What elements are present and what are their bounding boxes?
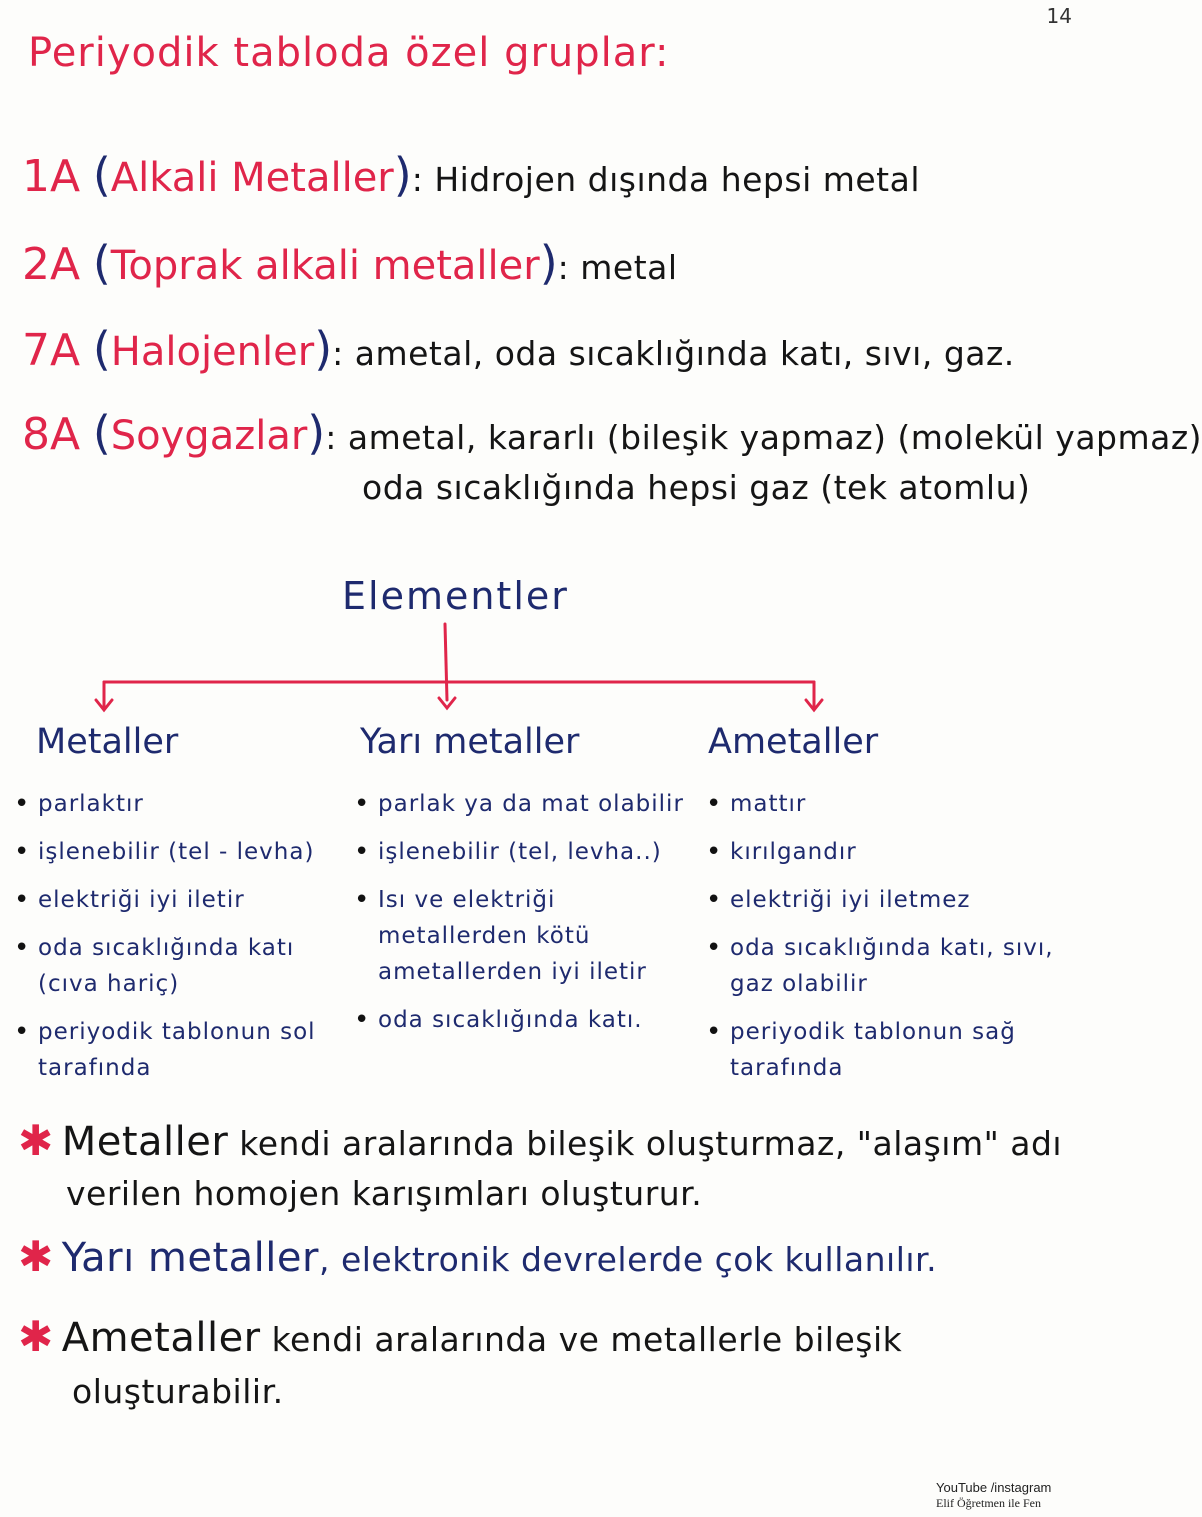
note-text: kendi aralarında bileşik oluşturmaz, "alaşım" adı: [228, 1124, 1063, 1163]
list-item: • oda sıcaklığında katı.: [348, 1002, 688, 1038]
group-code: 7A: [22, 325, 81, 376]
group-name: Toprak alkali metaller: [110, 243, 540, 289]
column-title-metaller: Metaller: [36, 722, 179, 762]
group-description: : metal: [557, 248, 678, 287]
list-item: • kırılgandır: [700, 834, 1070, 870]
group-description-continued: oda sıcaklığında hepsi gaz (tek atomlu): [362, 468, 1031, 507]
credit-author: Elif Öğretmen ile Fen: [936, 1496, 1041, 1510]
list-item: • periyodik tablonun sol tarafında: [8, 1014, 328, 1086]
open-paren: (: [92, 236, 111, 290]
tree-root-label: Elementler: [342, 574, 569, 618]
open-paren: (: [92, 322, 111, 376]
list-item: • Isı ve elektriği metallerden kötü ametallerden iyi iletir: [348, 882, 688, 990]
page-number: 14: [1046, 4, 1072, 28]
note-yari-metaller: [18, 1232, 937, 1281]
semimetal-properties-list: [348, 786, 688, 1050]
note-text: , elektronik devrelerde çok kullanılır.: [318, 1240, 938, 1279]
list-item: • periyodik tablonun sağ tarafında: [700, 1014, 1070, 1086]
note-lead: Ametaller: [61, 1315, 261, 1361]
note-text-continued: verilen homojen karışımları oluşturur.: [66, 1174, 703, 1213]
list-item: • işlenebilir (tel, levha..): [348, 834, 688, 870]
list-item: • mattır: [700, 786, 1070, 822]
column-title-yari-metaller: Yarı metaller: [360, 722, 580, 762]
group-name: Alkali Metaller: [110, 155, 394, 201]
list-item: • elektriği iyi iletmez: [700, 882, 1070, 918]
nonmetal-properties-list: [700, 786, 1070, 1098]
metal-properties-list: [8, 786, 328, 1098]
close-paren: ): [539, 236, 558, 290]
group-code: 8A: [22, 409, 81, 460]
list-item: • parlak ya da mat olabilir: [348, 786, 688, 822]
column-title-ametaller: Ametaller: [708, 722, 879, 762]
note-text: kendi aralarında ve metallerle bileşik: [260, 1320, 903, 1359]
list-item: • oda sıcaklığında katı, sıvı, gaz olabilir: [700, 930, 1070, 1002]
note-lead: Yarı metaller: [61, 1235, 319, 1281]
page-title: Periyodik tabloda özel gruplar:: [28, 30, 670, 76]
close-paren: ): [393, 148, 412, 202]
list-item: • oda sıcaklığında katı (cıva hariç): [8, 930, 328, 1002]
list-item: • elektriği iyi iletir: [8, 882, 328, 918]
list-item: • parlaktır: [8, 786, 328, 822]
tree-stem-line: [445, 624, 447, 700]
asterisk-icon: ✱: [18, 1232, 54, 1281]
group-name: Halojenler: [110, 329, 315, 375]
open-paren: (: [92, 406, 111, 460]
group-name: Soygazlar: [110, 413, 308, 459]
group-code: 2A: [22, 239, 81, 290]
group-description: : Hidrojen dışında hepsi metal: [411, 160, 921, 199]
note-ametaller: [18, 1312, 902, 1361]
note-metaller: [18, 1116, 1062, 1165]
close-paren: ): [307, 406, 326, 460]
note-lead: Metaller: [61, 1119, 229, 1165]
group-code: 1A: [22, 151, 81, 202]
group-description: : ametal, oda sıcaklığında katı, sıvı, gaz.: [332, 334, 1015, 373]
asterisk-icon: ✱: [18, 1116, 54, 1165]
note-text-continued: oluşturabilir.: [72, 1372, 284, 1411]
tree-connectors: [0, 0, 1080, 720]
credit-social: YouTube /instagram: [936, 1480, 1052, 1495]
open-paren: (: [92, 148, 111, 202]
close-paren: ): [314, 322, 333, 376]
group-description: : ametal, kararlı (bileşik yapmaz) (molekül yapmaz): [325, 418, 1202, 457]
asterisk-icon: ✱: [18, 1312, 54, 1361]
list-item: • işlenebilir (tel - levha): [8, 834, 328, 870]
